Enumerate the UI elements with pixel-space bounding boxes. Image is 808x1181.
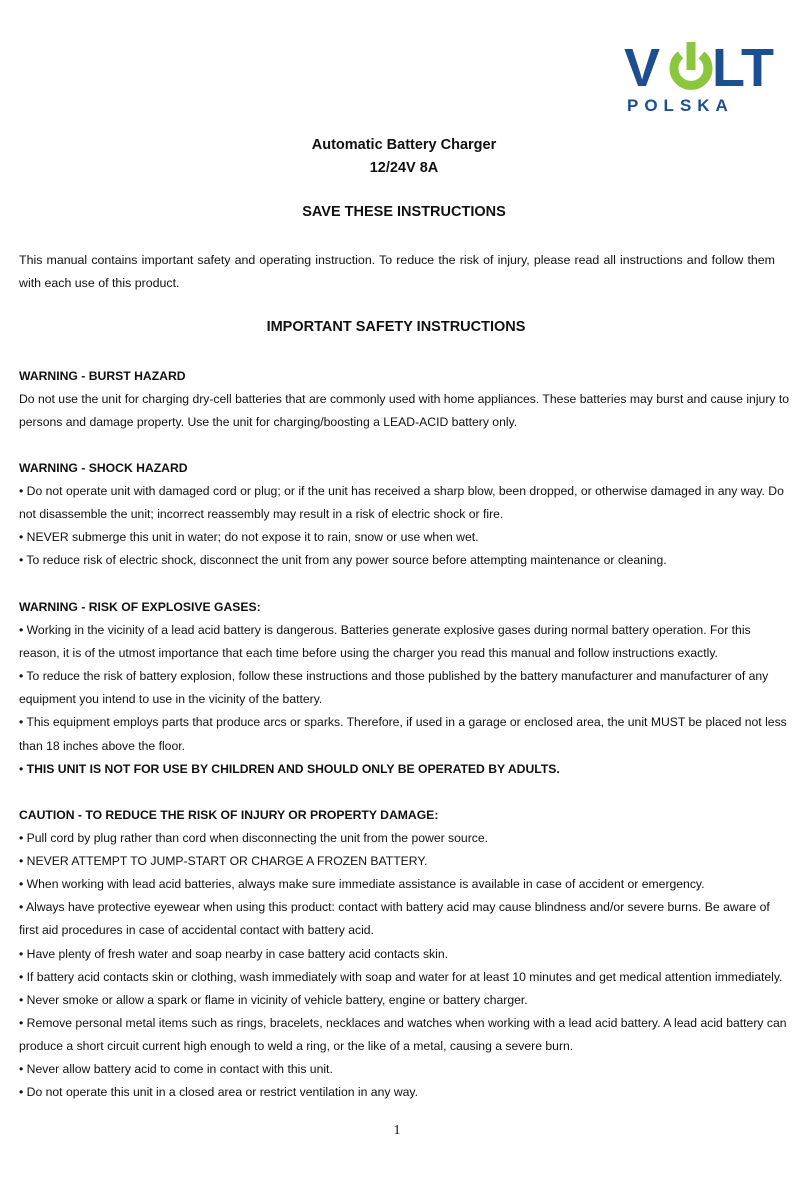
power-icon — [674, 42, 708, 85]
page-number: 1 — [393, 1123, 401, 1138]
gas-item-adults-only — [19, 758, 791, 781]
caution-item: • Never allow battery acid to come in contact with this unit. — [19, 1062, 333, 1077]
caution-heading: CAUTION - TO REDUCE THE RISK OF INJURY OR PROPERTY DAMAGE: — [19, 808, 439, 822]
title-product-name: Automatic Battery Charger — [311, 137, 497, 153]
shock-item: • NEVER submerge this unit in water; do not expose it to rain, snow or use when wet. — [19, 530, 479, 545]
caution-item: • Do not operate this unit in a closed area or restrict ventilation in any way. — [19, 1085, 418, 1100]
save-instructions-heading: SAVE THESE INSTRUCTIONS — [302, 204, 506, 220]
bullet: • — [19, 761, 27, 776]
caution-section — [19, 804, 791, 1104]
gas-item: • This equipment employs parts that produce arcs or sparks. Therefore, if used in a garage or enclosed area, the unit MUST be placed not less than 18 inches above the floor. — [19, 715, 787, 753]
explosive-gases-section — [19, 596, 791, 781]
document-title — [0, 134, 808, 180]
logo-letters-lt: LT — [712, 40, 774, 98]
adults-only-warning: THIS UNIT IS NOT FOR USE BY CHILDREN AND SHOULD ONLY BE OPERATED BY ADULTS. — [26, 761, 560, 776]
safety-instructions-heading: IMPORTANT SAFETY INSTRUCTIONS — [266, 319, 526, 335]
burst-hazard-section — [19, 365, 791, 434]
burst-hazard-heading: WARNING - BURST HAZARD — [19, 369, 186, 383]
title-product-spec: 12/24V 8A — [369, 160, 439, 176]
explosive-gases-heading: WARNING - RISK OF EXPLOSIVE GASES: — [19, 600, 261, 614]
volt-polska-logo — [624, 40, 776, 116]
gas-item: • Working in the vicinity of a lead acid battery is dangerous. Batteries generate explosive gases during normal battery operation. For this reason, it is of the utmost importance that each time before using the charger you read this manual and follow instructions exactly. — [19, 623, 751, 661]
caution-item: • Never smoke or allow a spark or flame in vicinity of vehicle battery, engine or battery charger. — [19, 992, 528, 1007]
caution-item: • Have plenty of fresh water and soap nearby in case battery acid contacts skin. — [19, 946, 449, 961]
caution-item: • NEVER ATTEMPT TO JUMP-START OR CHARGE A FROZEN BATTERY. — [19, 854, 428, 869]
caution-item: • Remove personal metal items such as rings, bracelets, necklaces and watches when working with a lead acid battery. A lead acid battery can produce a short circuit current high enough to weld a ring, or the like of a metal, causing a severe burn. — [19, 1015, 787, 1053]
logo-subtitle: POLSKA — [627, 96, 734, 115]
logo-letter-v: V — [624, 40, 661, 98]
shock-item: • Do not operate unit with damaged cord or plug; or if the unit has received a sharp blow, been dropped, or otherwise damaged in any way. Do not disassemble the unit; incorrect reassembly may result in a risk of electric shock or fire. — [19, 484, 784, 522]
caution-item: • If battery acid contacts skin or clothing, wash immediately with soap and water for at least 10 minutes and get medical attention immediately. — [19, 969, 783, 984]
shock-hazard-heading: WARNING - SHOCK HAZARD — [19, 461, 188, 475]
gas-item: • To reduce the risk of battery explosion, follow these instructions and those published by the battery manufacturer and manufacturer of any equipment you intend to use in the vicinity of the battery. — [19, 669, 769, 707]
caution-item: • Pull cord by plug rather than cord when disconnecting the unit from the power source. — [19, 831, 489, 846]
intro-paragraph: This manual contains important safety and operating instruction. To reduce the risk of injury, please read all instructions and follow them with each use of this product. — [19, 253, 775, 291]
burst-hazard-text: Do not use the unit for charging dry-cell batteries that are commonly used with home appliances. These batteries may burst and cause injury to persons and damage property. Use the unit for charging/boosting a LEAD-ACID battery only. — [19, 392, 790, 430]
caution-item: • When working with lead acid batteries, always make sure immediate assistance is available in case of accident or emergency. — [19, 877, 705, 892]
shock-item: • To reduce risk of electric shock, disconnect the unit from any power source before attempting maintenance or cleaning. — [19, 553, 667, 568]
caution-item: • Always have protective eyewear when using this product: contact with battery acid may cause blindness and/or severe burns. Be aware of first aid procedures in case of accidental contact with battery acid. — [19, 900, 770, 938]
shock-hazard-section — [19, 457, 791, 572]
